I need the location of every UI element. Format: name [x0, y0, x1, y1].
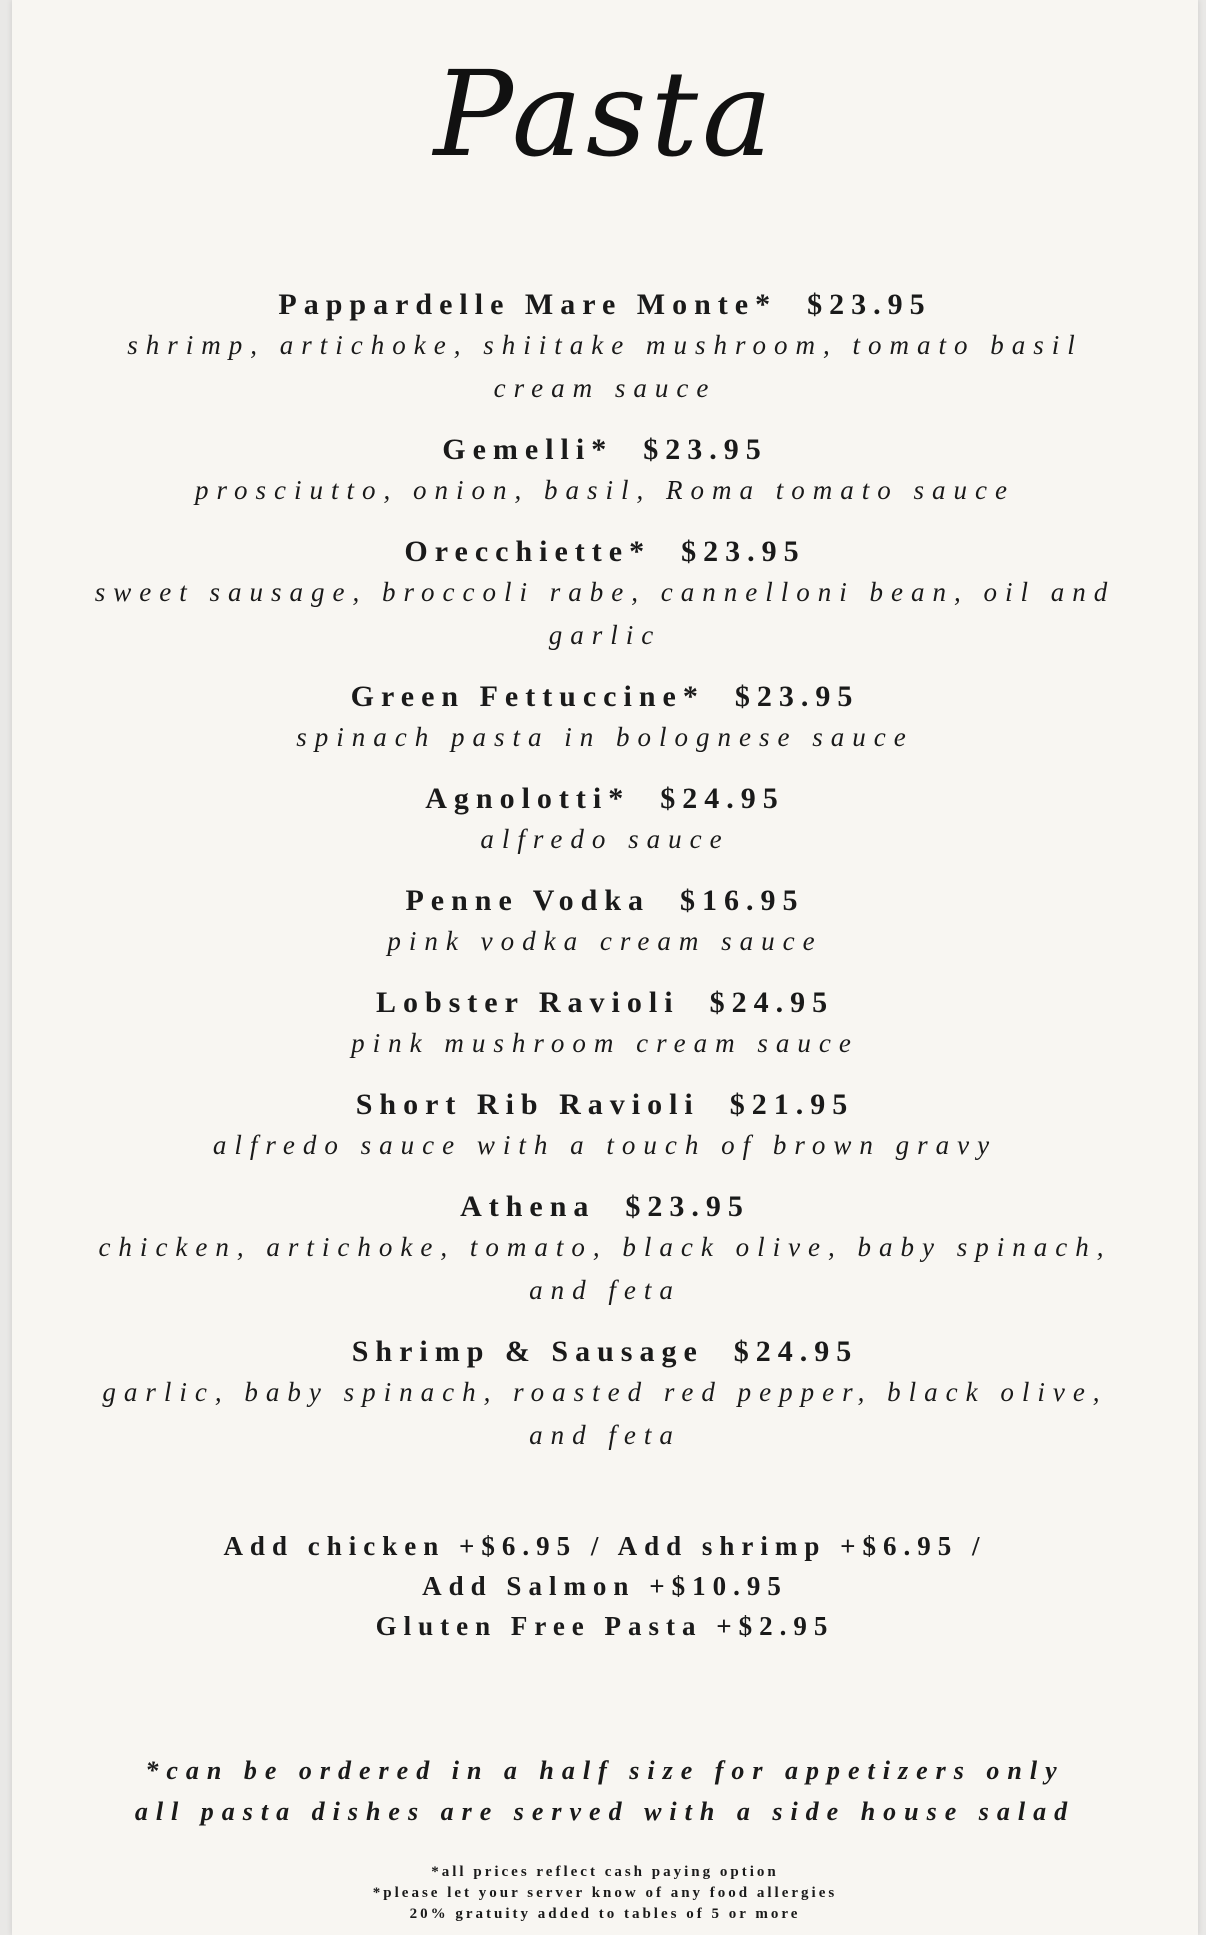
half-size-note: *can be ordered in a half size for appetizers only	[145, 1756, 1065, 1785]
menu-item-description: alfredo sauce with a touch of brown gravy	[212, 1130, 998, 1160]
menu-item-price: $21.95	[729, 1088, 855, 1121]
menu-item-name: Penne Vodka	[405, 884, 651, 917]
menu-item-head	[92, 984, 1118, 1022]
menu-item-head	[92, 1086, 1118, 1124]
addons-line: Add Salmon +$10.95	[422, 1571, 788, 1601]
menu-item-name: Pappardelle Mare Monte*	[278, 288, 778, 321]
menu-item-head	[92, 1188, 1118, 1226]
fine-print	[72, 1862, 1138, 1925]
menu-item	[92, 431, 1118, 512]
menu-item	[92, 882, 1118, 963]
menu-item-description: garlic, baby spinach, roasted red pepper, black olive, and feta	[102, 1377, 1108, 1450]
salad-note: all pasta dishes are served with a side house salad	[134, 1797, 1076, 1826]
menu-item-price: $23.95	[807, 288, 932, 321]
menu-item-head	[92, 533, 1118, 571]
menu-item-price: $23.95	[681, 535, 806, 568]
menu-item	[92, 1086, 1118, 1167]
menu-item	[92, 286, 1118, 410]
menu-item-price: $23.95	[643, 433, 768, 466]
menu-item-description: prosciutto, onion, basil, Roma tomato sauce	[195, 475, 1015, 505]
menu-item-description: sweet sausage, broccoli rabe, cannelloni bean, oil and garlic	[94, 577, 1116, 650]
menu-item-price: $24.95	[733, 1335, 859, 1368]
menu-item-description: alfredo sauce	[480, 824, 730, 854]
menu-item-price: $23.95	[734, 680, 860, 713]
menu-item-head	[92, 286, 1118, 324]
menu-item-description: chicken, artichoke, tomato, black olive, baby spinach, and feta	[98, 1232, 1112, 1305]
menu-item-price: $24.95	[660, 782, 785, 815]
menu-item-description: shrimp, artichoke, shiitake mushroom, tomato basil cream sauce	[127, 330, 1083, 403]
menu-item	[92, 533, 1118, 657]
menu-item	[92, 780, 1118, 861]
addons-line: Add chicken +$6.95 / Add shrimp +$6.95 /	[223, 1531, 987, 1561]
menu-page	[12, 0, 1198, 1935]
menu-item-head	[92, 1333, 1118, 1371]
menu-item-description: pink vodka cream sauce	[387, 926, 823, 956]
menu-item-head	[92, 780, 1118, 818]
menu-item-head	[92, 431, 1118, 469]
menu-notes	[72, 1750, 1138, 1832]
menu-items	[92, 286, 1118, 1457]
menu-item-name: Lobster Ravioli	[375, 986, 680, 1019]
menu-item-price: $16.95	[680, 884, 805, 917]
menu-item-name: Short Rib Ravioli	[355, 1088, 700, 1121]
menu-item-price: $24.95	[709, 986, 835, 1019]
menu-item	[92, 1188, 1118, 1312]
menu-item-name: Green Fettuccine*	[350, 680, 705, 713]
menu-item-head	[92, 882, 1118, 920]
addons-line: Gluten Free Pasta +$2.95	[375, 1611, 835, 1641]
addons-section	[92, 1526, 1118, 1646]
allergy-note: *please let your server know of any food allergies	[372, 1885, 838, 1901]
menu-item-description: pink mushroom cream sauce	[351, 1028, 859, 1058]
menu-item-name: Orecchiette*	[404, 535, 652, 568]
menu-item-price: $23.95	[625, 1190, 750, 1223]
menu-item-head	[92, 678, 1118, 716]
menu-item-name: Athena	[460, 1190, 596, 1223]
menu-item	[92, 1333, 1118, 1457]
cash-note: *all prices reflect cash paying option	[431, 1864, 779, 1880]
menu-item	[92, 678, 1118, 759]
gratuity-note: 20% gratuity added to tables of 5 or more	[409, 1906, 801, 1922]
menu-title: Pasta	[433, 45, 777, 183]
menu-item-name: Agnolotti*	[425, 782, 631, 815]
menu-item	[92, 984, 1118, 1065]
menu-item-name: Shrimp & Sausage	[351, 1335, 704, 1368]
menu-item-name: Gemelli*	[442, 433, 614, 466]
menu-item-description: spinach pasta in bolognese sauce	[296, 722, 914, 752]
